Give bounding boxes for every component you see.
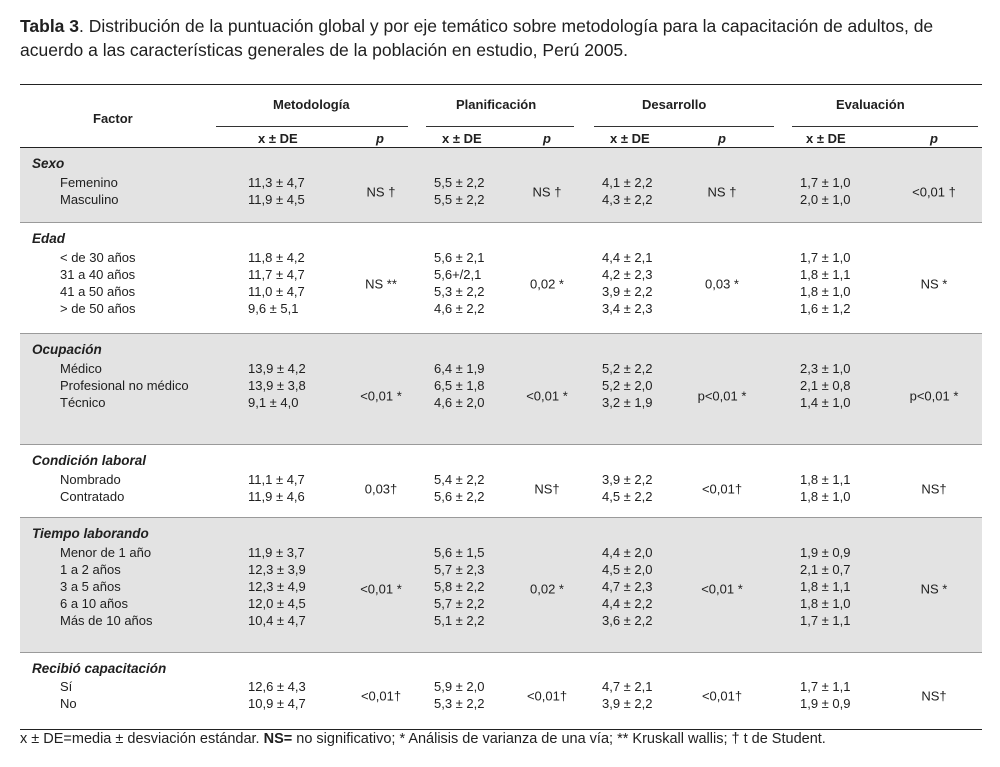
row-label: < de 30 años — [60, 250, 136, 265]
p-value-planificacion: 0,02 * — [530, 276, 564, 292]
p-value-desarrollo: p<0,01 * — [697, 388, 747, 404]
evaluacion-value: 1,8 ± 1,1 — [800, 579, 851, 594]
p-value-desarrollo: <0,01† — [701, 688, 743, 704]
row-label: Profesional no médico — [60, 378, 189, 393]
table-row — [20, 561, 982, 579]
desarrollo-value: 4,3 ± 2,2 — [602, 192, 653, 207]
planificacion-value: 6,5 ± 1,8 — [434, 378, 485, 393]
planificacion-value: 5,6+/2,1 — [434, 267, 482, 282]
p-value-metodologia: NS ** — [365, 276, 397, 292]
row-label: Menor de 1 año — [60, 545, 152, 560]
desarrollo-value: 3,9 ± 2,2 — [602, 472, 653, 487]
p-value-evaluacion: NS† — [921, 688, 947, 704]
p-value-planificacion: <0,01† — [526, 688, 568, 704]
table-row — [20, 174, 982, 192]
metodologia-value: 11,9 ± 4,5 — [248, 192, 305, 207]
metodologia-value: 11,0 ± 4,7 — [248, 284, 305, 299]
p-value-evaluacion: NS† — [921, 481, 947, 497]
section-ocupacion — [20, 334, 982, 445]
p-value-evaluacion: NS * — [920, 276, 948, 292]
table-row — [20, 249, 982, 267]
p-value-desarrollo: NS † — [707, 184, 737, 200]
table-row — [20, 283, 982, 301]
table-row — [20, 377, 982, 395]
section-edad — [20, 223, 982, 334]
section-title: Ocupación — [32, 342, 102, 357]
footnote-text-2: no significativo; * Análisis de varianza de una vía; ** Kruskall wallis; † t de Student. — [292, 731, 826, 747]
section-sexo — [20, 148, 982, 223]
p-value-evaluacion: <0,01 † — [912, 184, 956, 200]
evaluacion-value: 1,7 ± 1,0 — [800, 175, 851, 190]
p-value-planificacion: NS† — [534, 481, 560, 497]
table-row — [20, 266, 982, 284]
section-condicion-laboral — [20, 445, 982, 518]
evaluacion-value: 1,8 ± 1,1 — [800, 472, 851, 487]
planificacion-value: 5,6 ± 1,5 — [434, 545, 485, 560]
planificacion-value: 4,6 ± 2,2 — [434, 301, 485, 316]
section-recibio-capacitacion — [20, 653, 982, 729]
table-row — [20, 695, 982, 713]
desarrollo-value: 3,6 ± 2,2 — [602, 613, 653, 628]
planificacion-value: 5,7 ± 2,3 — [434, 562, 485, 577]
row-label: Médico — [60, 361, 102, 376]
evaluacion-value: 2,3 ± 1,0 — [800, 361, 851, 376]
row-label: 41 a 50 años — [60, 284, 136, 299]
evaluacion-value: 1,6 ± 1,2 — [800, 301, 851, 316]
caption-text: . Distribución de la puntuación global y por eje temático sobre metodología para la capacitación de adultos, de acuerdo a las características generales de la población en estudio, Perú 2005. — [20, 16, 934, 60]
desarrollo-value: 4,4 ± 2,0 — [602, 545, 653, 560]
planificacion-value: 5,3 ± 2,2 — [434, 284, 485, 299]
table-row — [20, 595, 982, 613]
header-mean-1: x ± DE — [258, 131, 298, 146]
evaluacion-value: 1,8 ± 1,0 — [800, 489, 851, 504]
p-value-evaluacion: NS * — [920, 581, 948, 597]
evaluacion-value: 2,1 ± 0,7 — [800, 562, 851, 577]
desarrollo-value: 5,2 ± 2,2 — [602, 361, 653, 376]
p-value-metodologia: 0,03† — [364, 481, 398, 497]
header-planificacion: Planificación — [456, 97, 537, 112]
footnote-ns: NS= — [263, 731, 293, 747]
evaluacion-value: 2,1 ± 0,8 — [800, 378, 851, 393]
metodologia-value: 12,3 ± 4,9 — [248, 579, 306, 594]
desarrollo-value: 4,7 ± 2,1 — [602, 679, 653, 694]
header-p-3: p — [718, 131, 726, 146]
table-row — [20, 360, 982, 378]
row-label: 6 a 10 años — [60, 596, 128, 611]
table-row — [20, 578, 982, 596]
planificacion-value: 5,1 ± 2,2 — [434, 613, 485, 628]
p-value-evaluacion: p<0,01 * — [909, 388, 959, 404]
p-value-metodologia: <0,01 * — [360, 581, 402, 597]
row-label: 1 a 2 años — [60, 562, 121, 577]
desarrollo-value: 4,7 ± 2,3 — [602, 579, 653, 594]
header-rule-planificacion — [426, 126, 574, 127]
header-p-1: p — [376, 131, 384, 146]
p-value-planificacion: <0,01 * — [526, 388, 568, 404]
row-label: > de 50 años — [60, 301, 136, 316]
row-label: Femenino — [60, 175, 118, 190]
metodologia-value: 9,1 ± 4,0 — [248, 395, 299, 410]
planificacion-value: 5,9 ± 2,0 — [434, 679, 485, 694]
section-title: Condición laboral — [32, 453, 147, 468]
table-row — [20, 488, 982, 506]
row-label: Técnico — [60, 395, 106, 410]
metodologia-value: 13,9 ± 3,8 — [248, 378, 306, 393]
planificacion-value: 5,6 ± 2,1 — [434, 250, 485, 265]
planificacion-value: 5,4 ± 2,2 — [434, 472, 485, 487]
desarrollo-value: 3,9 ± 2,2 — [602, 284, 653, 299]
table-row — [20, 300, 982, 318]
section-title: Edad — [32, 231, 66, 246]
evaluacion-value: 1,7 ± 1,0 — [800, 250, 851, 265]
metodologia-value: 11,3 ± 4,7 — [248, 175, 305, 190]
planificacion-value: 5,5 ± 2,2 — [434, 192, 485, 207]
table-footnote — [20, 731, 980, 747]
row-label: 3 a 5 años — [60, 579, 121, 594]
section-tiempo-laborando — [20, 518, 982, 653]
desarrollo-value: 4,1 ± 2,2 — [602, 175, 653, 190]
section-title: Sexo — [32, 156, 65, 171]
metodologia-value: 11,8 ± 4,2 — [248, 250, 305, 265]
desarrollo-value: 3,2 ± 1,9 — [602, 395, 653, 410]
metodologia-value: 10,4 ± 4,7 — [248, 613, 306, 628]
planificacion-value: 4,6 ± 2,0 — [434, 395, 485, 410]
evaluacion-value: 1,8 ± 1,0 — [800, 596, 851, 611]
p-value-planificacion: 0,02 * — [530, 581, 564, 597]
section-title: Recibió capacitación — [32, 661, 167, 676]
header-mean-3: x ± DE — [610, 131, 650, 146]
desarrollo-value: 3,4 ± 2,3 — [602, 301, 653, 316]
row-label: Nombrado — [60, 472, 121, 487]
p-value-desarrollo: 0,03 * — [705, 276, 739, 292]
table-row — [20, 678, 982, 696]
evaluacion-value: 1,4 ± 1,0 — [800, 395, 851, 410]
footnote-text-1: x ± DE=media ± desviación estándar. — [20, 731, 264, 747]
metodologia-value: 12,0 ± 4,5 — [248, 596, 306, 611]
evaluacion-value: 1,9 ± 0,9 — [800, 696, 851, 711]
header-p-4: p — [930, 131, 938, 146]
table-caption — [20, 14, 980, 62]
planificacion-value: 5,5 ± 2,2 — [434, 175, 485, 190]
evaluacion-value: 1,7 ± 1,1 — [800, 679, 851, 694]
p-value-metodologia: <0,01† — [360, 688, 402, 704]
desarrollo-value: 4,4 ± 2,1 — [602, 250, 653, 265]
row-label: Contratado — [60, 489, 125, 504]
table-row — [20, 394, 982, 412]
evaluacion-value: 1,7 ± 1,1 — [800, 613, 851, 628]
header-metodologia: Metodología — [273, 97, 350, 112]
evaluacion-value: 2,0 ± 1,0 — [800, 192, 851, 207]
desarrollo-value: 5,2 ± 2,0 — [602, 378, 653, 393]
evaluacion-value: 1,8 ± 1,1 — [800, 267, 851, 282]
p-value-planificacion: NS † — [532, 184, 562, 200]
metodologia-value: 9,6 ± 5,1 — [248, 301, 299, 316]
table-row — [20, 544, 982, 562]
header-p-2: p — [543, 131, 551, 146]
p-value-desarrollo: <0,01 * — [701, 581, 743, 597]
header-desarrollo: Desarrollo — [642, 97, 707, 112]
header-rule-desarrollo — [594, 126, 774, 127]
planificacion-value: 5,3 ± 2,2 — [434, 696, 485, 711]
metodologia-value: 12,3 ± 3,9 — [248, 562, 306, 577]
p-value-metodologia: NS † — [366, 184, 396, 200]
header-factor: Factor — [93, 111, 133, 126]
desarrollo-value: 4,5 ± 2,2 — [602, 489, 653, 504]
results-table — [20, 84, 982, 730]
planificacion-value: 6,4 ± 1,9 — [434, 361, 485, 376]
table-label: Tabla 3 — [20, 16, 80, 36]
row-label: Más de 10 años — [60, 613, 153, 628]
header-rule-evaluacion — [792, 126, 978, 127]
evaluacion-value: 1,8 ± 1,0 — [800, 284, 851, 299]
table-header — [20, 85, 982, 148]
row-label: Masculino — [60, 192, 119, 207]
section-title: Tiempo laborando — [32, 526, 149, 541]
desarrollo-value: 4,2 ± 2,3 — [602, 267, 653, 282]
header-mean-4: x ± DE — [806, 131, 846, 146]
metodologia-value: 12,6 ± 4,3 — [248, 679, 306, 694]
p-value-desarrollo: <0,01† — [701, 481, 743, 497]
planificacion-value: 5,6 ± 2,2 — [434, 489, 485, 504]
evaluacion-value: 1,9 ± 0,9 — [800, 545, 851, 560]
planificacion-value: 5,7 ± 2,2 — [434, 596, 485, 611]
p-value-metodologia: <0,01 * — [360, 388, 402, 404]
row-label: No — [60, 696, 77, 711]
header-mean-2: x ± DE — [442, 131, 482, 146]
header-evaluacion: Evaluación — [836, 97, 905, 112]
metodologia-value: 11,7 ± 4,7 — [248, 267, 305, 282]
row-label: 31 a 40 años — [60, 267, 136, 282]
table-row — [20, 471, 982, 489]
metodologia-value: 11,9 ± 4,6 — [248, 489, 305, 504]
desarrollo-value: 3,9 ± 2,2 — [602, 696, 653, 711]
desarrollo-value: 4,4 ± 2,2 — [602, 596, 653, 611]
header-rule-metodologia — [216, 126, 408, 127]
planificacion-value: 5,8 ± 2,2 — [434, 579, 485, 594]
row-label: Sí — [60, 679, 73, 694]
table-row — [20, 191, 982, 209]
metodologia-value: 11,9 ± 3,7 — [248, 545, 305, 560]
metodologia-value: 10,9 ± 4,7 — [248, 696, 306, 711]
table-row — [20, 612, 982, 630]
metodologia-value: 11,1 ± 4,7 — [248, 472, 305, 487]
desarrollo-value: 4,5 ± 2,0 — [602, 562, 653, 577]
metodologia-value: 13,9 ± 4,2 — [248, 361, 306, 376]
